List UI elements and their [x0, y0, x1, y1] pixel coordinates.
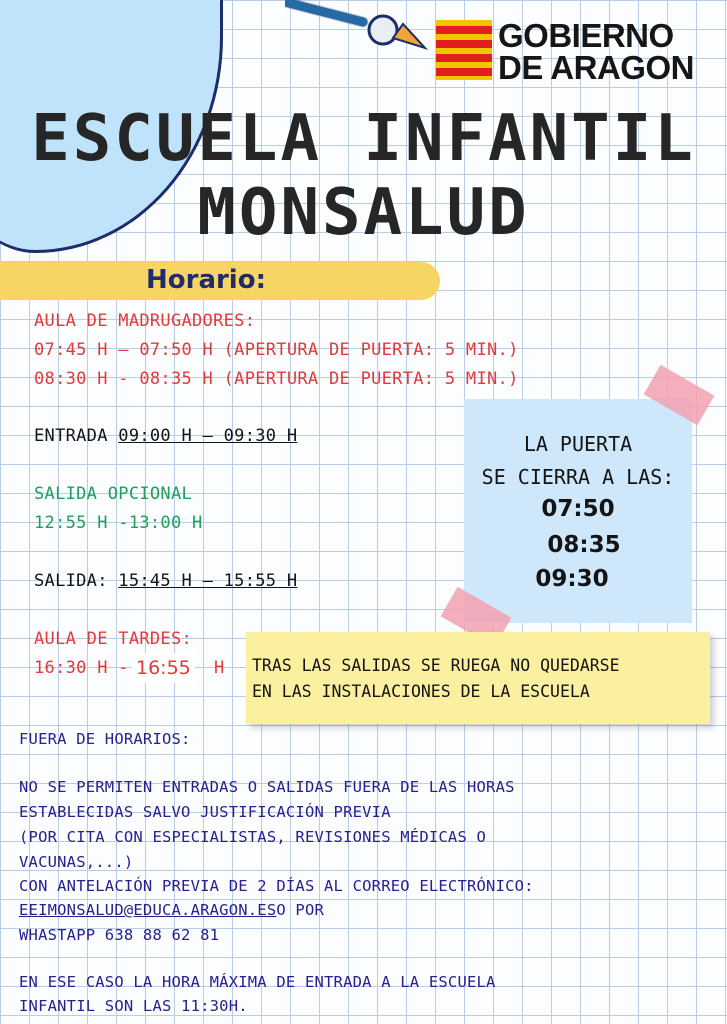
- entrada-row: [34, 426, 297, 446]
- door-time-3: 09:30: [535, 566, 609, 592]
- door-time-2: 08:35: [547, 532, 621, 558]
- salida-row: [34, 571, 297, 591]
- page-title-line-1: ESCUELA INFANTIL: [31, 102, 696, 176]
- logo-line-2: DE ARAGON: [498, 49, 694, 86]
- entrada-label: ENTRADA: [34, 426, 108, 446]
- salida-time: 15:45 H – 15:55 H: [118, 571, 298, 591]
- door-time-1: 07:50: [541, 496, 615, 522]
- aragon-flag-icon: [436, 20, 492, 80]
- door-box-line-1: LA PUERTA: [523, 432, 633, 456]
- policy-line: ESTABLECIDAS SALVO JUSTIFICACIÓN PREVIA: [19, 803, 391, 821]
- door-box-line-2: SE CIERRA A LAS:: [481, 465, 675, 489]
- madrugadores-slot-1: 07:45 H – 07:50 H (APERTURA DE PUERTA: 5 MIN.): [34, 340, 519, 360]
- page-title-line-2: MONSALUD: [197, 176, 530, 250]
- policy-line: CON ANTELACIÓN PREVIA DE 2 DÍAS AL CORREO ELECTRÓNICO:: [19, 877, 534, 895]
- schedule-heading: Horario:: [146, 265, 266, 295]
- tardes-label: AULA DE TARDES:: [34, 629, 193, 649]
- exit-notice-line-2: EN LAS INSTALACIONES DE LA ESCUELA: [252, 682, 590, 701]
- salida-opcional-time: 12:55 H -13:00 H: [34, 513, 203, 533]
- closing-line: INFANTIL SON LAS 11:30H.: [19, 997, 248, 1015]
- policy-heading: FUERA DE HORARIOS:: [19, 730, 191, 748]
- salida-label: SALIDA:: [34, 571, 108, 591]
- tardes-end-badge: 16:55: [132, 653, 195, 683]
- closing-line: EN ESE CASO LA HORA MÁXIMA DE ENTRADA A LA ESCUELA: [19, 973, 496, 991]
- logo-line-1: GOBIERNO: [498, 17, 674, 54]
- gobierno-de-aragon-logo: [436, 17, 711, 86]
- email-link[interactable]: EEIMONSALUD@EDUCA.ARAGON.ES: [19, 901, 277, 919]
- policy-contact-row: [19, 901, 324, 919]
- policy-line: (POR CITA CON ESPECIALISTAS, REVISIONES MÉDICAS O: [19, 828, 487, 846]
- exit-notice-line-1: TRAS LAS SALIDAS SE RUEGA NO QUEDARSE: [252, 656, 620, 675]
- policy-line: NO SE PERMITEN ENTRADAS O SALIDAS FUERA DE LAS HORAS: [19, 778, 515, 796]
- madrugadores-label: AULA DE MADRUGADORES:: [34, 311, 256, 331]
- salida-opcional-label: SALIDA OPCIONAL: [34, 484, 193, 504]
- madrugadores-slot-2: 08:30 H - 08:35 H (APERTURA DE PUERTA: 5 MIN.): [34, 369, 519, 389]
- email-suffix: O POR: [276, 901, 325, 919]
- paintbrush-icon: [285, 0, 435, 55]
- entrada-time: 09:00 H – 09:30 H: [118, 426, 298, 446]
- policy-line: VACUNAS,...): [19, 853, 134, 871]
- whatsapp-contact: WHASTAPP 638 88 62 81: [19, 926, 220, 944]
- tardes-end-suffix: H: [214, 658, 225, 678]
- exit-notice-box: [246, 632, 710, 724]
- tardes-start: 16:30 H -: [34, 658, 129, 678]
